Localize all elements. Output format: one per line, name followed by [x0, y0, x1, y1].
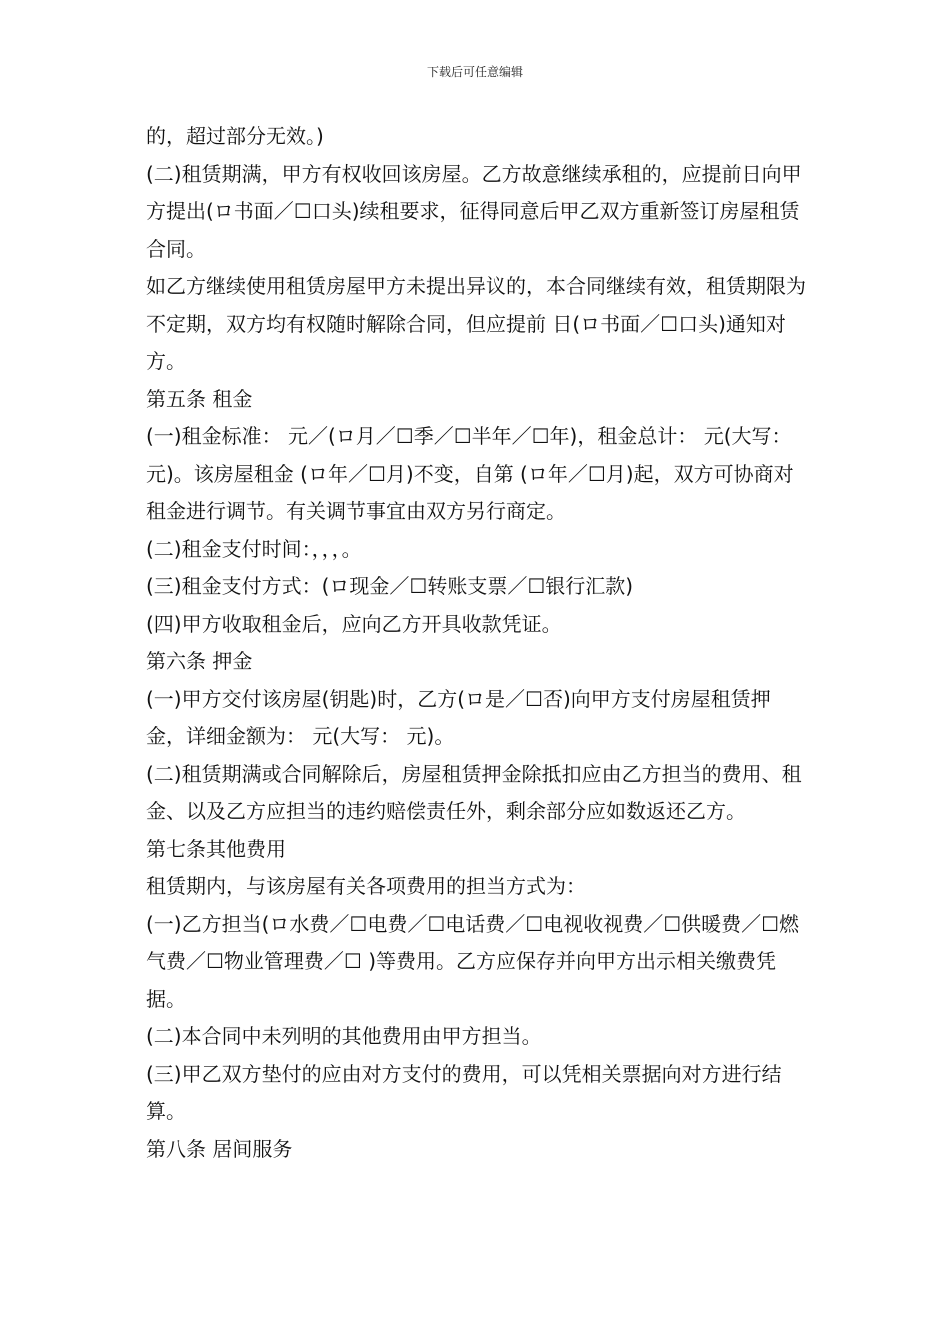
paragraph: (四)甲方收取租金后，应向乙方开具收款凭证。 [146, 611, 562, 636]
paragraph: 租赁期内，与该房屋有关各项费用的担当方式为： [146, 874, 586, 898]
document-body [146, 118, 808, 1168]
section-heading: 第七条其他费用 [146, 836, 286, 861]
paragraph: (一)租金标准： 元／(ロ月／☐季／☐半年／☐年)，租金总计： 元(大写： 元)。该房屋租金 (ロ年／☐月)不变，自第 (ロ年／☐月)起，双方可协商对租金进行调节。有关调节事宜由双方另行商定。 [146, 424, 794, 523]
paragraph: (二)本合同中未列明的其他费用由甲方担当。 [146, 1024, 542, 1048]
section-heading: 第八条 居间服务 [146, 1136, 293, 1161]
paragraph: (三)甲乙双方垫付的应由对方支付的费用，可以凭相关票据向对方进行结算。 [146, 1061, 782, 1123]
paragraph: (一)甲方交付该房屋(钥匙)时，乙方(ロ是／☐否)向甲方支付房屋租赁押金，详细金额为： 元(大写： 元)。 [146, 686, 771, 748]
paragraph: 的，超过部分无效。) [146, 124, 324, 148]
paragraph: (二)租金支付时间：，，，。 [146, 536, 362, 561]
section-heading: 第五条 租金 [146, 386, 253, 411]
paragraph: 如乙方继续使用租赁房屋甲方未提出异议的，本合同继续有效，租赁期限为不定期，双方均有权随时解除合同，但应提前 日(ロ书面／☐口头)通知对方。 [146, 274, 806, 373]
paragraph: (二)租赁期满，甲方有权收回该房屋。乙方故意继续承租的，应提前日向甲方提出(ロ书面／☐口头)续租要求，征得同意后甲乙双方重新签订房屋租赁合同。 [146, 161, 802, 261]
paragraph: (二)租赁期满或合同解除后，房屋租赁押金除抵扣应由乙方担当的费用、租金、以及乙方应担当的违约赔偿责任外，剩余部分应如数返还乙方。 [146, 761, 802, 823]
paragraph: (三)租金支付方式：(ロ现金／☐转账支票／☐银行汇款) [146, 574, 634, 598]
section-heading: 第六条 押金 [146, 649, 253, 673]
paragraph: (一)乙方担当(ロ水费／☐电费／☐电话费／☐电视收视费／☐供暖费／☐燃气费／☐物业管理费／☐ )等费用。乙方应保存并向甲方出示相关缴费凭据。 [146, 911, 800, 1011]
page-header-note: 下载后可任意编辑 [426, 65, 523, 79]
